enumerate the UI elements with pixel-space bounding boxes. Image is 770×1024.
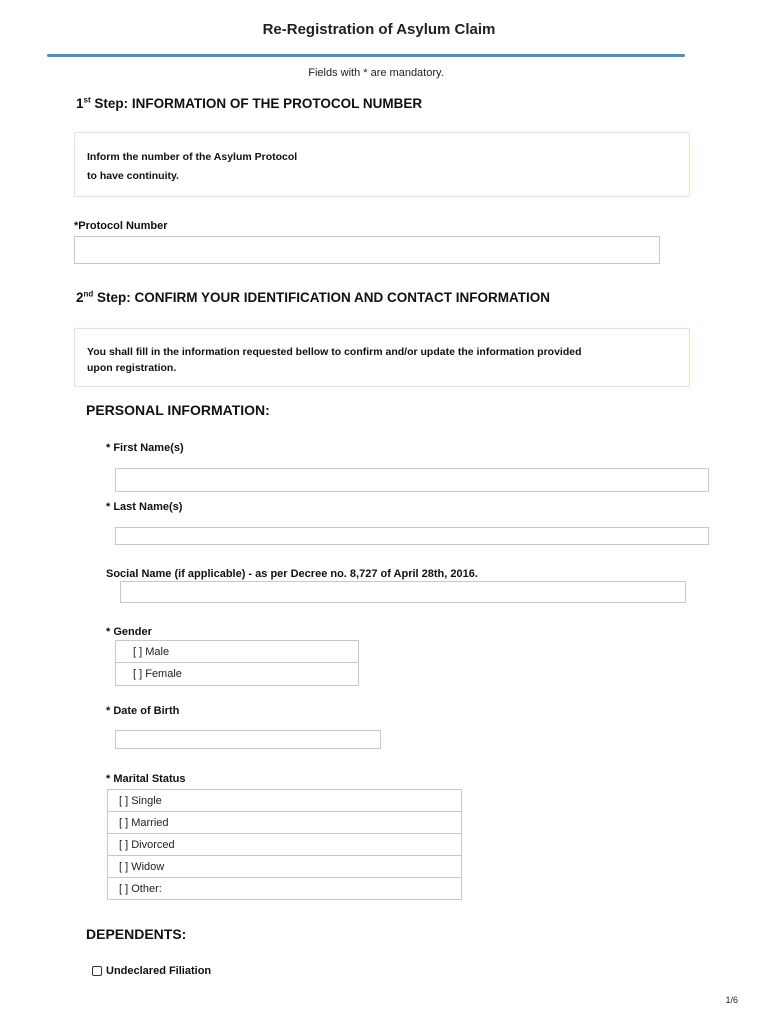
marital-option-widow[interactable]: [ ] Widow	[108, 856, 461, 878]
protocol-number-label: *Protocol Number	[74, 220, 168, 232]
undeclared-filiation-checkbox[interactable]	[92, 966, 102, 976]
marital-status-label: * Marital Status	[106, 773, 186, 785]
step1-info-line1: Inform the number of the Asylum Protocol	[87, 151, 298, 163]
date-of-birth-field[interactable]	[115, 730, 381, 749]
step1-number: 1	[76, 96, 84, 111]
step2-number: 2	[76, 290, 84, 305]
marital-status-options	[107, 789, 462, 900]
step2-info-line2: upon registration.	[87, 362, 177, 374]
marital-option-divorced[interactable]: [ ] Divorced	[108, 834, 461, 856]
marital-option-married[interactable]: [ ] Married	[108, 812, 461, 834]
dependents-heading: DEPENDENTS:	[86, 926, 187, 942]
title-divider	[47, 54, 685, 57]
last-name-field[interactable]	[115, 527, 709, 545]
personal-info-heading: PERSONAL INFORMATION:	[86, 402, 270, 418]
page-number: 1/6	[725, 995, 738, 1005]
step2-info-line1: You shall fill in the information requested bellow to confirm and/or update the information provided	[87, 346, 582, 358]
marital-option-other[interactable]: [ ] Other:	[119, 883, 162, 895]
step2-info-box	[74, 328, 690, 387]
mandatory-note: Fields with * are mandatory.	[308, 67, 444, 79]
marital-option-single[interactable]: [ ] Single	[108, 790, 461, 812]
step1-heading	[76, 96, 422, 111]
undeclared-filiation-label: Undeclared Filiation	[106, 965, 212, 977]
last-name-label: * Last Name(s)	[106, 501, 183, 513]
step1-info-box	[74, 132, 690, 197]
social-name-label: Social Name (if applicable) - as per Decree no. 8,727 of April 28th, 2016.	[106, 568, 478, 580]
gender-option-female[interactable]: [ ] Female	[133, 668, 182, 680]
step2-heading	[76, 290, 550, 305]
step1-info-line2: to have continuity.	[87, 170, 179, 182]
step2-title: Step: CONFIRM YOUR IDENTIFICATION AND CONTACT INFORMATION	[93, 290, 551, 305]
first-name-label: * First Name(s)	[106, 442, 184, 454]
step1-suffix: st	[83, 95, 91, 105]
step1-title: Step: INFORMATION OF THE PROTOCOL NUMBER	[90, 96, 423, 111]
date-of-birth-label: * Date of Birth	[106, 705, 180, 717]
social-name-field[interactable]	[120, 581, 686, 603]
gender-label: * Gender	[106, 626, 152, 638]
page-title: Re-Registration of Asylum Claim	[262, 21, 496, 38]
gender-options	[115, 640, 359, 686]
first-name-field[interactable]	[115, 468, 709, 492]
gender-option-male[interactable]: [ ] Male	[116, 641, 358, 663]
step2-suffix: nd	[83, 289, 94, 299]
undeclared-filiation-option[interactable]	[92, 965, 211, 977]
protocol-number-field[interactable]	[74, 236, 660, 264]
